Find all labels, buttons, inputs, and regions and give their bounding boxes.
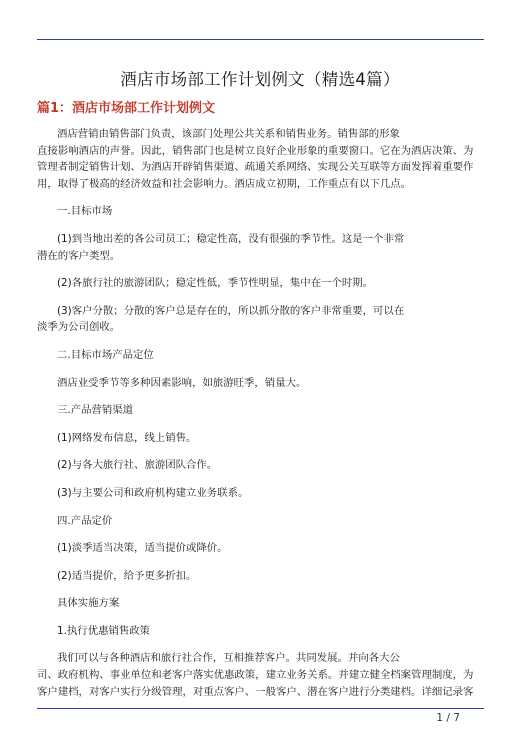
page-number: 1 / 7 [436,712,460,724]
text-line: 淡季为公司创收。 [37,321,121,334]
text-line: (2)与各大旅行社、旅游团队合作。 [57,459,218,472]
text-line: 司、政府机构、事业单位和老客户落实优惠政策，建立业务关系。并建立健全档案管理制度，为 [37,669,474,682]
text-line: 四.产品定价 [57,514,113,527]
paragraph [37,457,484,474]
paragraph [37,540,484,557]
text-line: (1)淡季适当决策，适当提价或降价。 [57,542,228,555]
text-line: (2)适当提价，给予更多折扣。 [57,569,197,582]
text-line: (1)网络发布信息，线上销售。 [57,431,197,444]
document-title: 酒店市场部工作计划例文（精选4篇） [120,70,400,89]
paragraph [37,203,484,220]
text-line: 用，取得了极高的经济效益和社会影响力。酒店成立初期，工作重点有以下几点。 [37,177,412,190]
text-line: 潜在的客户类型。 [37,249,121,262]
paragraph [37,402,484,419]
paragraph [37,347,484,364]
paragraph [37,303,484,336]
text-line: 二.目标市场产品定位 [57,348,154,361]
text-line: 管理者制定销售计划、为酒店开辟销售渠道、疏通关系网络、实现公关互联等方面发挥着重要作 [37,161,474,174]
text-line: 酒店营销由销售部门负责，该部门处理公共关系和销售业务。销售部的形象 [57,128,400,140]
paragraph [37,595,484,612]
text-line: (3)与主要公司和政府机构建立业务联系。 [57,486,249,499]
text-line: 1.执行优惠销售政策 [57,624,151,637]
text-line: 一.目标市场 [57,205,113,218]
paragraph [37,430,484,447]
paragraph [37,126,484,192]
paragraph [37,231,484,264]
paragraph [37,568,484,585]
text-line: (2)各旅行社的旅游团队；稳定性低，季节性明显，集中在一个时期。 [57,277,374,290]
header-rule [37,39,484,40]
footer-rule [37,708,484,709]
paragraph [37,375,484,392]
paragraph [37,275,484,292]
text-line: (3)客户分散；分散的客户总是存在的，所以抓分散的客户非常重要，可以在 [57,304,405,317]
text-line: 酒店业受季节等多种因素影响，如旅游旺季，销量大。 [57,376,307,389]
text-line: 三.产品营销渠道 [57,404,134,417]
text-line: (1)到当地出差的各公司员工；稳定性高，没有很强的季节性。这是一个非常 [57,232,405,245]
paragraph [37,513,484,530]
text-line: 客户建档，对客户实行分级管理，对重点客户、一般客户、潜在客户进行分类建档。详细记录客 [37,685,474,698]
document-body [37,126,484,711]
text-line: 我们可以与各种酒店和旅行社合作，互相推荐客户。共同发展。并向各大公 [57,652,400,665]
paragraph [37,650,484,700]
paragraph [37,485,484,502]
section-heading: 篇1：酒店市场部工作计划例文 [37,101,216,116]
paragraph [37,623,484,640]
text-line: 直接影响酒店的声誉。因此，销售部门也是树立良好企业形象的重要窗口。它在为酒店决策、为 [37,144,474,157]
text-line: 具体实施方案 [57,597,120,610]
